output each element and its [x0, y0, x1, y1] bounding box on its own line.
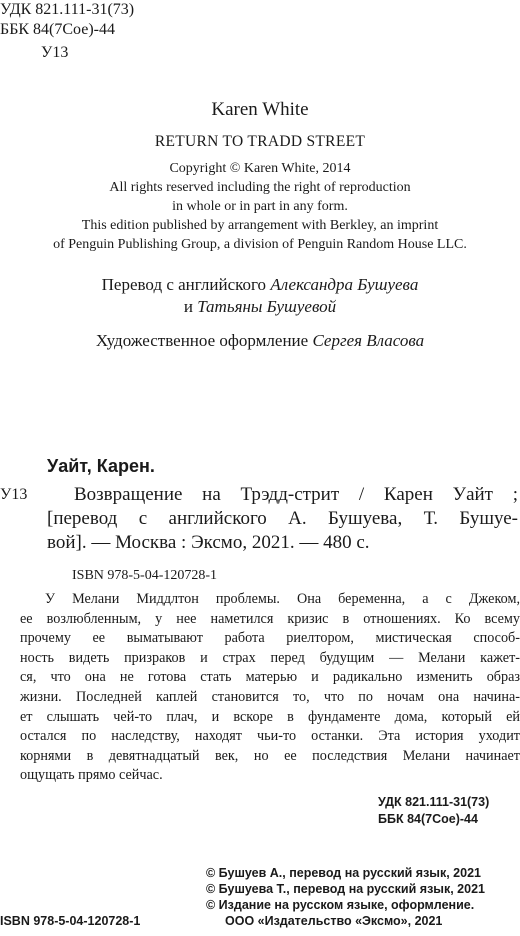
translation-prefix: Перевод с английского	[101, 275, 271, 294]
annotation-line: У Мелани Миддлтон проблемы. Она беременна, а с Джеком,	[45, 591, 520, 607]
translation-credit-2	[0, 296, 520, 318]
annotation-line: ее возлюбленным, у нее наметился кризис в отношениях. Ко всему	[20, 610, 520, 627]
catalog-entry-line: Возвращение на Трэдд-стрит / Карен Уайт ;	[74, 484, 518, 505]
annotation-line: корнями в девятнадцатый век, но ее последствия Мелани начинает	[20, 747, 520, 764]
catalog-heading: Уайт, Карен.	[47, 456, 155, 476]
rights-line: ООО «Издательство «Эксмо», 2021	[225, 914, 443, 928]
copyright-line: in whole or in part in any form.	[172, 199, 348, 214]
translator-name: Татьяны Бушуевой	[197, 297, 337, 316]
copyright-line: Copyright © Karen White, 2014	[169, 161, 351, 176]
catalog-isbn: ISBN 978-5-04-120728-1	[72, 568, 218, 583]
annotation-line: жизни. Последней каплей становится то, что по ночам она начина-	[20, 688, 520, 705]
annotation-line: ся, что она не готова стать матерью и радикально изменить образ	[20, 669, 520, 686]
design-prefix: Художественное оформление	[95, 331, 313, 350]
udk-code: УДК 821.111-31(73)	[0, 1, 135, 18]
conjunction: и	[183, 297, 198, 316]
annotation-line: остался по наследству, находят чьи-то останки. Эта история уходит	[20, 728, 520, 745]
footer-udk: УДК 821.111-31(73)	[378, 795, 490, 809]
annotation-line: ощущать прямо сейчас.	[20, 767, 163, 784]
rights-block	[206, 865, 518, 929]
footer-isbn: ISBN 978-5-04-120728-1	[0, 914, 141, 928]
copyright-line: All rights reserved including the right of reproduction	[109, 180, 411, 195]
original-author: Karen White	[211, 99, 309, 120]
rights-line: © Издание на русском языке, оформление.	[206, 898, 475, 912]
catalog-entry-line: вой]. — Москва : Эксмо, 2021. — 480 с.	[47, 532, 370, 553]
annotation-line: ность видеть призраков и страх перед будущим — Мелани кажет-	[20, 649, 520, 666]
author-mark: У13	[41, 44, 69, 61]
original-title: RETURN TO TRADD STREET	[154, 133, 366, 150]
translation-credit	[0, 274, 520, 296]
annotation-line: ет слышать чей-то плач, и вскоре в фундаменте дома, который ей	[20, 708, 520, 725]
design-credit	[0, 330, 520, 352]
translator-name: Александра Бушуева	[270, 275, 419, 294]
copyright-line: This edition published by arrangement with Berkley, an imprint	[81, 218, 439, 233]
rights-line: © Бушуева Т., перевод на русский язык, 2021	[206, 882, 485, 896]
rights-line: © Бушуев А., перевод на русский язык, 2021	[206, 866, 481, 880]
annotation-line: прочему ее выматывают работа риелтором, мистическая способ-	[20, 630, 520, 647]
designer-name: Сергея Власова	[312, 331, 425, 350]
copyright-line: of Penguin Publishing Group, a division of Penguin Random House LLC.	[53, 237, 467, 252]
bbk-code: ББК 84(7Сое)-44	[0, 21, 115, 38]
catalog-code: У13	[0, 486, 28, 503]
annotation	[20, 590, 520, 786]
footer-bbk: ББК 84(7Сое)-44	[378, 812, 478, 826]
catalog-entry-line: [перевод с английского А. Бушуева, Т. Бушуе-	[47, 508, 518, 529]
